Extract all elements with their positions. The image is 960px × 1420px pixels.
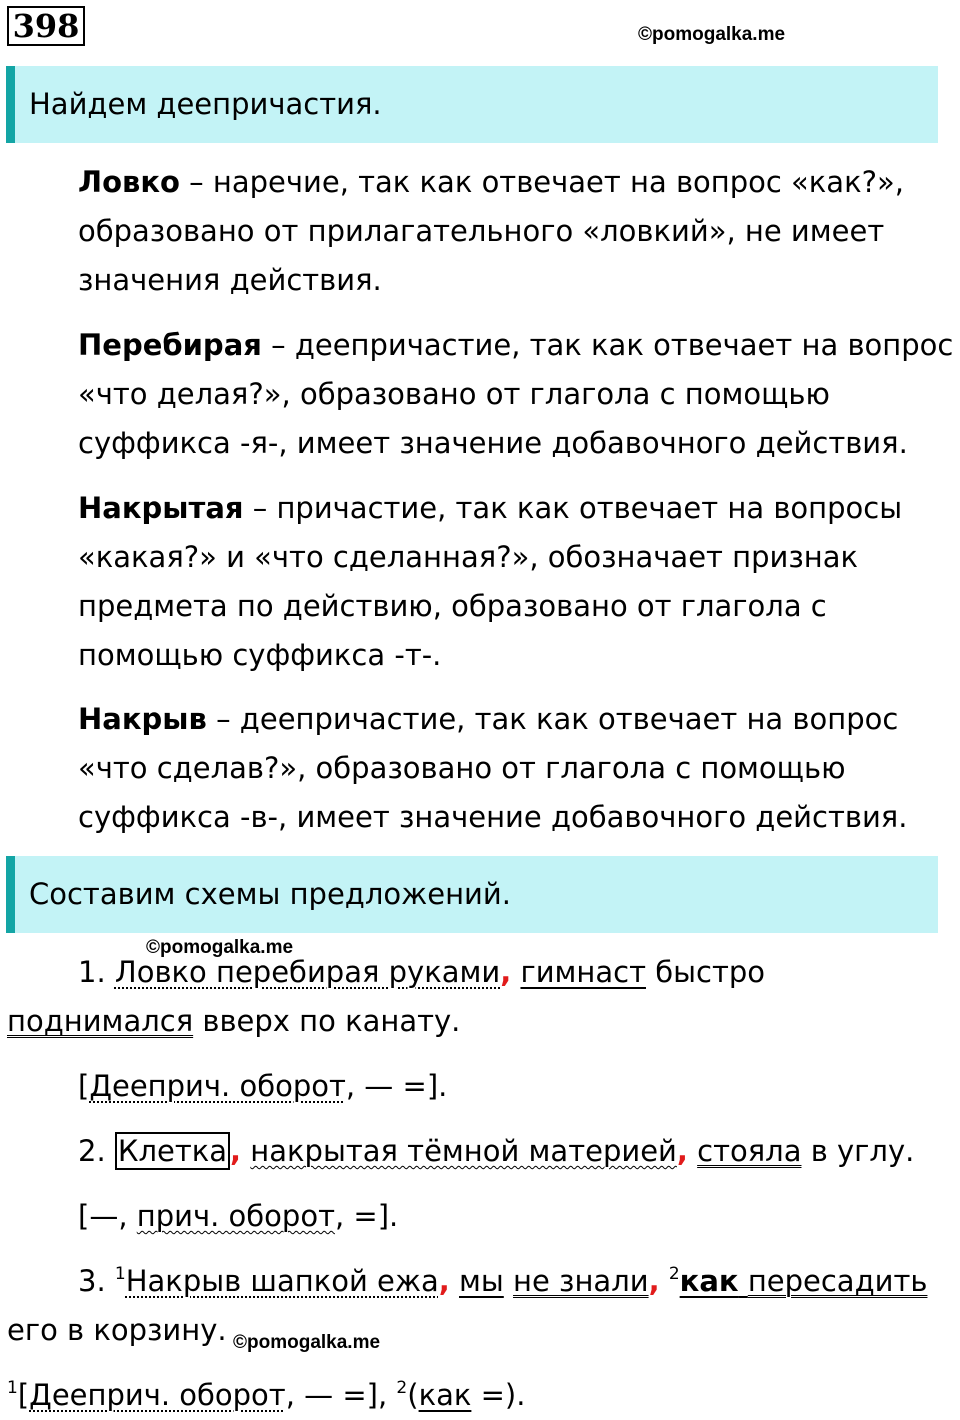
scheme-1: [7, 1062, 957, 1111]
comma-mark: ,: [438, 1264, 450, 1298]
entry-word: Накрыв: [78, 702, 207, 736]
space: [660, 1264, 669, 1298]
predicate: поднимался: [7, 1004, 194, 1038]
scheme-phrase: Дееприч. оборот: [89, 1069, 346, 1103]
watermark: ©pomogalka.me: [638, 24, 786, 45]
clause-index: 2: [396, 1378, 408, 1398]
scheme-3: [7, 1371, 957, 1420]
conjunction-word: как: [679, 1264, 739, 1298]
bracket: [: [17, 1378, 30, 1412]
clause-index: 1: [7, 1378, 18, 1398]
bracket: (: [407, 1378, 419, 1412]
clause-index: 2: [668, 1264, 680, 1284]
scheme-rest: , — =],: [285, 1378, 397, 1412]
text: вверх по канату.: [193, 1004, 461, 1038]
space: [688, 1134, 697, 1168]
entry-word: Ловко: [78, 165, 180, 199]
subject: гимнаст: [520, 955, 646, 989]
sentence-number: 3.: [78, 1264, 115, 1298]
entry-nakryv: [7, 695, 957, 842]
space: [504, 1264, 513, 1298]
entry-word: Накрытая: [78, 491, 244, 525]
scheme-rest: , — =].: [345, 1069, 448, 1103]
sentence-number: 2.: [78, 1134, 115, 1168]
bracket: [: [78, 1069, 90, 1103]
text: в углу.: [801, 1134, 915, 1168]
adverbial-phrase: Накрыв шапкой ежа: [125, 1264, 439, 1298]
section-heading-schemes: Составим схемы предложений.: [6, 856, 938, 933]
entry-lovko: [7, 158, 957, 305]
clause-index: 1: [114, 1264, 126, 1284]
scheme-rest: , =].: [334, 1199, 399, 1233]
watermark: ©pomogalka.me: [146, 937, 294, 958]
scheme-conjunction: как: [418, 1378, 472, 1412]
entry-nakrytaya: [7, 484, 957, 680]
defined-word: Клетка: [115, 1132, 230, 1170]
sentence-1-line-2: [7, 997, 957, 1046]
entry-text: – причастие, так как отвечает на вопросы «какая?» и «что сделанная?», обозначает признак предмета по действию, образовано от глагола с помощью суффикса -т-.: [78, 491, 903, 672]
sentence-3-line-1: [7, 1257, 957, 1306]
text: быстро: [646, 955, 765, 989]
participial-phrase: Ловко перебирая руками: [114, 955, 501, 989]
comma-mark: ,: [500, 955, 512, 989]
comma-mark: ,: [230, 1134, 242, 1168]
sentence-2: [7, 1127, 957, 1176]
scheme-rest: =).: [471, 1378, 526, 1412]
watermark: ©pomogalka.me: [233, 1332, 381, 1353]
section-heading-participles: Найдем деепричастия.: [6, 66, 938, 143]
scheme-phrase: прич. оборот: [136, 1199, 335, 1233]
entry-perebiraya: [7, 321, 957, 468]
sentence-number: 1.: [78, 955, 115, 989]
space: [241, 1134, 250, 1168]
entry-word: Перебирая: [78, 328, 262, 362]
predicate: пересадить: [747, 1264, 928, 1298]
predicate: стояла: [697, 1134, 802, 1168]
scheme-2: [7, 1192, 957, 1241]
entry-text: – деепричастие, так как отвечает на вопрос «что делая?», образовано от глагола с помощью суффикса -я-, имеет значение добавочного действия.: [78, 328, 954, 460]
entry-text: – наречие, так как отвечает на вопрос «как?», образовано от прилагательного «ловкий», не имеет значения действия.: [78, 165, 904, 297]
exercise-number: 398: [7, 6, 85, 46]
text: его в корзину.: [7, 1313, 227, 1347]
comma-mark: ,: [676, 1134, 688, 1168]
subject: мы: [459, 1264, 504, 1298]
sentence-1-line-1: [7, 948, 957, 997]
entry-text: – деепричастие, так как отвечает на вопрос «что сделав?», образовано от глагола с помощью суффикса -в-, имеет значение добавочного действия.: [78, 702, 908, 834]
space: [450, 1264, 459, 1298]
sentence-3-line-2: [7, 1306, 957, 1355]
participial-phrase: накрытая тёмной материей: [250, 1134, 677, 1168]
scheme-phrase: Дееприч. оборот: [29, 1378, 286, 1412]
comma-mark: ,: [648, 1264, 660, 1298]
predicate: не знали: [513, 1264, 649, 1298]
space: [739, 1264, 748, 1298]
bracket: [—,: [78, 1199, 137, 1233]
